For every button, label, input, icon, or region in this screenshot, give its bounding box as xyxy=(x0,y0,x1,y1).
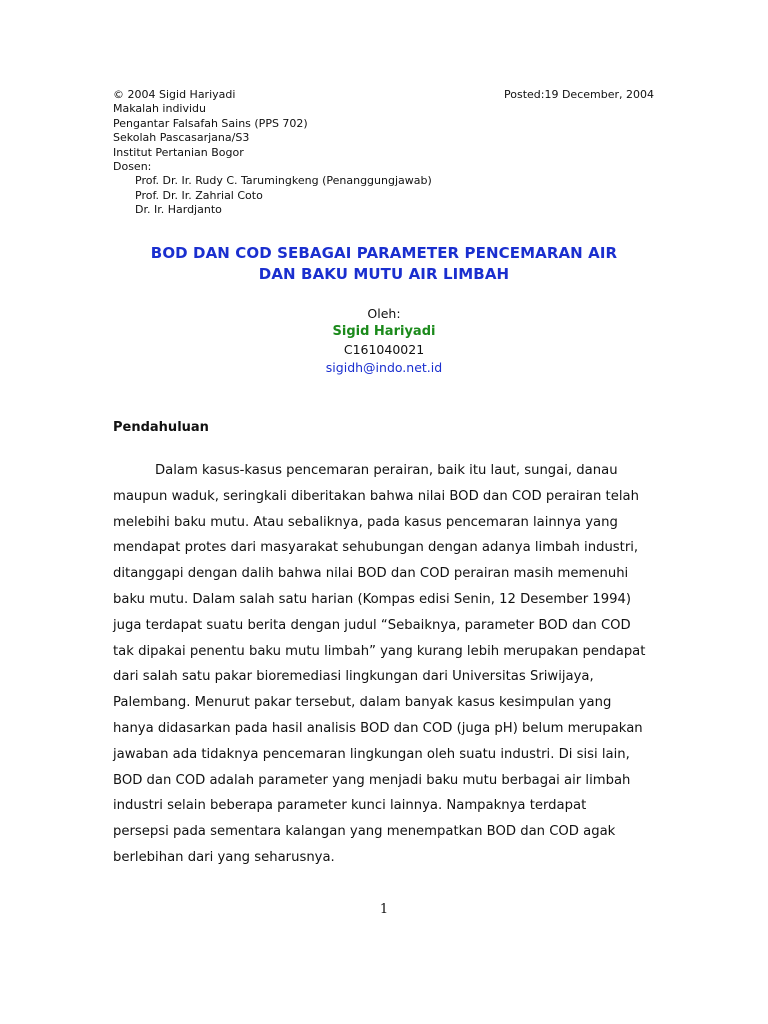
title-line-2: DAN BAKU MUTU AIR LIMBAH xyxy=(258,265,510,283)
institution-line: Institut Pertanian Bogor xyxy=(113,145,244,159)
paragraph-line: BOD dan COD adalah parameter yang menjadi baku mutu berbagai air limbah xyxy=(113,772,631,788)
page-number: 1 xyxy=(379,902,389,917)
paragraph-line: juga terdapat suatu berita dengan judul “Sebaiknya, parameter BOD dan COD xyxy=(113,617,631,633)
author-block xyxy=(0,305,768,377)
paragraph-line: ditanggapi dengan dalih bahwa nilai BOD dan COD perairan masih memenuhi xyxy=(113,566,629,582)
paragraph-line: berlebihan dari yang seharusnya. xyxy=(113,849,335,865)
paragraph-line: dari salah satu pakar bioremediasi lingkungan dari Universitas Sriwijaya, xyxy=(113,669,594,685)
lecturer-item: Dr. Ir. Hardjanto xyxy=(135,203,222,217)
body-paragraph xyxy=(113,458,657,871)
lecturer-item: Prof. Dr. Ir. Rudy C. Tarumingkeng (Penanggungjawab) xyxy=(135,174,432,188)
paragraph-line: Dalam kasus-kasus pencemaran perairan, baik itu laut, sungai, danau xyxy=(155,463,618,478)
paragraph-line: Palembang. Menurut pakar tersebut, dalam banyak kasus kesimpulan yang xyxy=(113,695,612,711)
author-email-link[interactable]: sigidh@indo.net.id xyxy=(325,360,443,375)
lecturer-item: Prof. Dr. Ir. Zahrial Coto xyxy=(135,188,263,202)
student-id: C161040021 xyxy=(343,342,425,357)
course-line: Pengantar Falsafah Sains (PPS 702) xyxy=(113,116,308,130)
paragraph-line: jawaban ada tidaknya pencemaran lingkungan oleh suatu industri. Di sisi lain, xyxy=(113,746,630,762)
document-header xyxy=(113,88,653,218)
section-heading: Pendahuluan xyxy=(113,420,209,435)
paragraph-line: maupun waduk, seringkali diberitakan bahwa nilai BOD dan COD perairan telah xyxy=(113,488,639,504)
paragraph-line: hanya didasarkan pada hasil analisis BOD dan COD (juga pH) belum merupakan xyxy=(113,720,643,736)
author-name: Sigid Hariyadi xyxy=(332,324,436,339)
paragraph-line: persepsi pada sementara kalangan yang menempatkan BOD dan COD agak xyxy=(113,824,616,840)
posted-date: Posted:19 December, 2004 xyxy=(504,88,654,101)
paragraph-line: industri selain beberapa parameter kunci lainnya. Nampaknya terdapat xyxy=(113,798,587,814)
title-line-1: BOD DAN COD SEBAGAI PARAMETER PENCEMARAN AIR xyxy=(150,244,618,262)
copyright-line: © 2004 Sigid Hariyadi xyxy=(113,88,236,101)
lecturers-label: Dosen: xyxy=(113,160,152,174)
byline-label: Oleh: xyxy=(367,306,401,321)
paragraph-line: mendapat protes dari masyarakat sehubungan dengan adanya limbah industri, xyxy=(113,540,639,556)
paragraph-line: baku mutu. Dalam salah satu harian (Kompas edisi Senin, 12 Desember 1994) xyxy=(113,591,632,607)
school-line: Sekolah Pascasarjana/S3 xyxy=(113,131,250,145)
paragraph-line: tak dipakai penentu baku mutu limbah” yang kurang lebih merupakan pendapat xyxy=(113,643,646,659)
paragraph-line: melebihi baku mutu. Atau sebaliknya, pada kasus pencemaran lainnya yang xyxy=(113,514,618,530)
paper-type-line: Makalah individu xyxy=(113,102,207,116)
document-title xyxy=(0,243,768,285)
